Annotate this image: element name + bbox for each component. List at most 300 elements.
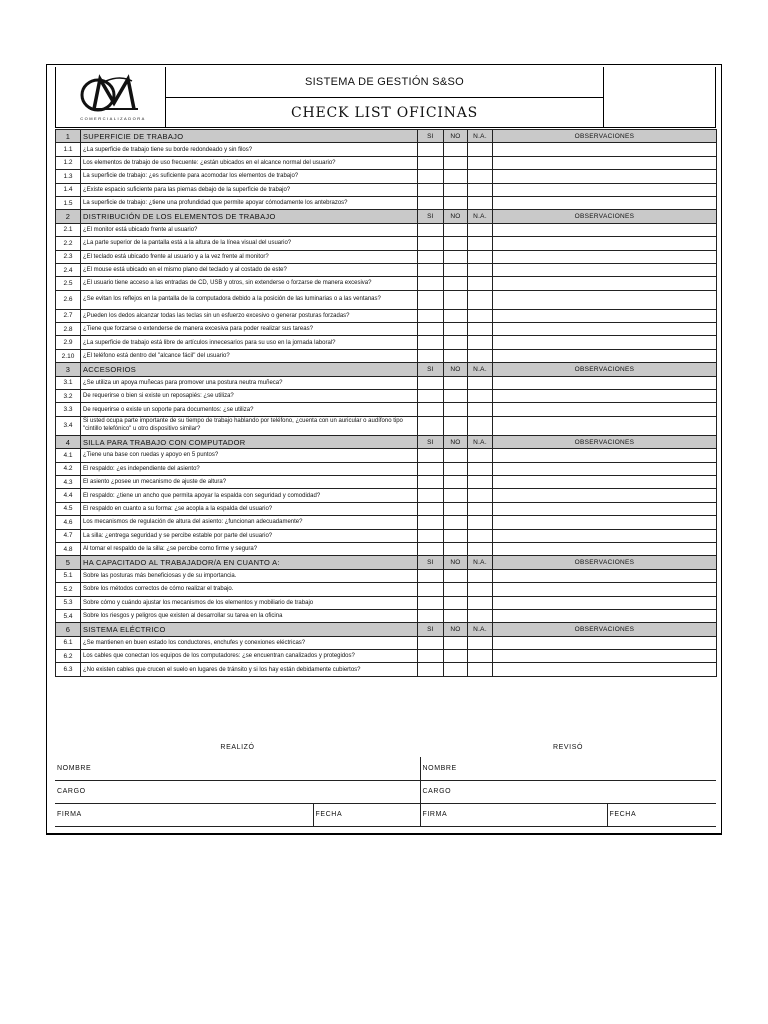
answer-si-cell[interactable] (418, 489, 444, 502)
column-no-header: NO (444, 363, 468, 376)
observations-cell[interactable] (493, 569, 717, 582)
observations-cell[interactable] (493, 309, 717, 322)
item-number: 2.7 (56, 309, 81, 322)
signature-table (55, 737, 716, 827)
item-question: El respaldo: ¿es independiente del asiento? (81, 462, 418, 475)
answer-si-cell[interactable] (418, 349, 444, 362)
fecha-reviso-field[interactable]: FECHA (607, 803, 716, 826)
item-number: 4.1 (56, 449, 81, 462)
checklist-item-row (56, 237, 717, 250)
answer-na-cell[interactable] (468, 336, 493, 349)
answer-na-cell[interactable] (468, 263, 493, 276)
section-title: SILLA PARA TRABAJO CON COMPUTADOR (81, 435, 418, 448)
answer-si-cell[interactable] (418, 277, 444, 290)
observations-cell[interactable] (493, 516, 717, 529)
item-question: El asiento ¿posee un mecanismo de ajuste de altura? (81, 475, 418, 488)
item-question: Sobre los riesgos y peligros que existen al desarrollar su tarea en la oficina (81, 609, 418, 622)
answer-si-cell[interactable] (418, 336, 444, 349)
logo-mark-icon (76, 73, 150, 115)
answer-na-cell[interactable] (468, 542, 493, 555)
header-blank-cell (603, 67, 716, 128)
answer-na-cell[interactable] (468, 636, 493, 649)
item-question: Los elementos de trabajo de uso frecuente: ¿están ubicados en el alcance normal del usuario? (81, 156, 418, 169)
answer-no-cell[interactable] (444, 196, 468, 209)
checklist-item-row (56, 143, 717, 156)
column-na-header: N.A. (468, 623, 493, 636)
checklist-item-row (56, 609, 717, 622)
item-question: De requerirse o bien si existe un reposapiés: ¿se utiliza? (81, 390, 418, 403)
answer-si-cell[interactable] (418, 609, 444, 622)
observations-cell[interactable] (493, 596, 717, 609)
answer-no-cell[interactable] (444, 237, 468, 250)
answer-na-cell[interactable] (468, 475, 493, 488)
answer-na-cell[interactable] (468, 277, 493, 290)
answer-si-cell[interactable] (418, 156, 444, 169)
checklist-item-row (56, 489, 717, 502)
observations-cell[interactable] (493, 529, 717, 542)
answer-no-cell[interactable] (444, 403, 468, 416)
checklist-item-row (56, 223, 717, 236)
section-header-row (56, 556, 717, 569)
checklist-item-row (56, 309, 717, 322)
item-number: 1.5 (56, 196, 81, 209)
nombre-reviso-field[interactable]: NOMBRE (420, 757, 716, 780)
section-number: 3 (56, 363, 81, 376)
observations-cell[interactable] (493, 489, 717, 502)
answer-no-cell[interactable] (444, 583, 468, 596)
answer-na-cell[interactable] (468, 663, 493, 676)
realizo-label: REALIZÓ (220, 743, 255, 751)
checklist-item-row (56, 390, 717, 403)
item-number: 3.3 (56, 403, 81, 416)
observations-cell[interactable] (493, 449, 717, 462)
answer-si-cell[interactable] (418, 183, 444, 196)
observations-cell[interactable] (493, 156, 717, 169)
answer-no-cell[interactable] (444, 143, 468, 156)
answer-si-cell[interactable] (418, 475, 444, 488)
item-number: 6.2 (56, 650, 81, 663)
checklist-item-row (56, 290, 717, 309)
answer-no-cell[interactable] (444, 569, 468, 582)
checklist-item-row (56, 596, 717, 609)
column-si-header: SI (418, 363, 444, 376)
checklist-item-row (56, 277, 717, 290)
answer-no-cell[interactable] (444, 223, 468, 236)
section-number: 1 (56, 130, 81, 143)
answer-si-cell[interactable] (418, 196, 444, 209)
column-no-header: NO (444, 623, 468, 636)
answer-na-cell[interactable] (468, 309, 493, 322)
observations-cell[interactable] (493, 183, 717, 196)
item-question: Sobre las posturas más beneficiosas y de su importancia. (81, 569, 418, 582)
answer-no-cell[interactable] (444, 170, 468, 183)
item-question: Sobre los métodos correctos de cómo realizar el trabajo. (81, 583, 418, 596)
section-number: 5 (56, 556, 81, 569)
observations-cell[interactable] (493, 583, 717, 596)
item-question: La superficie de trabajo: ¿es suficiente para acomodar los elementos de trabajo? (81, 170, 418, 183)
section-header-row (56, 130, 717, 143)
reviso-label: REVISÓ (552, 743, 584, 751)
item-question: ¿Se evitan los reflejos en la pantalla de la computadora debido a la posición de las luminarias o a las ventanas? (81, 290, 418, 309)
checklist-item-row (56, 196, 717, 209)
answer-si-cell[interactable] (418, 516, 444, 529)
observations-cell[interactable] (493, 263, 717, 276)
column-observations-header: OBSERVACIONES (493, 363, 717, 376)
observations-cell[interactable] (493, 636, 717, 649)
observations-cell[interactable] (493, 650, 717, 663)
answer-no-cell[interactable] (444, 250, 468, 263)
checklist-item-row (56, 336, 717, 349)
answer-no-cell[interactable] (444, 323, 468, 336)
observations-cell[interactable] (493, 390, 717, 403)
column-si-header: SI (418, 435, 444, 448)
answer-si-cell[interactable] (418, 390, 444, 403)
item-number: 6.1 (56, 636, 81, 649)
item-question: ¿Se utiliza un apoya muñecas para promover una postura neutra muñeca? (81, 376, 418, 389)
checklist-item-row (56, 529, 717, 542)
item-question: De requerirse o existe un soporte para documentos: ¿se utiliza? (81, 403, 418, 416)
item-question: Si usted ocupa parte importante de su tiempo de trabajo hablando por teléfono, ¿cuenta con un auricular o audífono tipo "cintillo telefónico" u otro dispositivo similar? (81, 416, 418, 435)
document-header (55, 67, 716, 128)
answer-na-cell[interactable] (468, 489, 493, 502)
answer-no-cell[interactable] (444, 390, 468, 403)
item-number: 5.4 (56, 609, 81, 622)
answer-no-cell[interactable] (444, 416, 468, 435)
column-no-header: NO (444, 556, 468, 569)
firma-realizo-field[interactable]: FIRMA (55, 803, 313, 826)
item-question: ¿El monitor está ubicado frente al usuario? (81, 223, 418, 236)
answer-si-cell[interactable] (418, 636, 444, 649)
item-number: 2.1 (56, 223, 81, 236)
answer-si-cell[interactable] (418, 462, 444, 475)
answer-si-cell[interactable] (418, 583, 444, 596)
column-no-header: NO (444, 130, 468, 143)
answer-no-cell[interactable] (444, 596, 468, 609)
observations-cell[interactable] (493, 196, 717, 209)
answer-no-cell[interactable] (444, 609, 468, 622)
answer-si-cell[interactable] (418, 569, 444, 582)
checklist-item-row (56, 156, 717, 169)
answer-si-cell[interactable] (418, 416, 444, 435)
answer-si-cell[interactable] (418, 263, 444, 276)
answer-si-cell[interactable] (418, 449, 444, 462)
item-number: 4.6 (56, 516, 81, 529)
item-number: 5.1 (56, 569, 81, 582)
item-number: 1.4 (56, 183, 81, 196)
answer-si-cell[interactable] (418, 542, 444, 555)
firma-row (55, 803, 716, 826)
item-question: Al tomar el respaldo de la silla: ¿se percibe como firme y segura? (81, 542, 418, 555)
column-na-header: N.A. (468, 556, 493, 569)
item-number: 4.3 (56, 475, 81, 488)
answer-na-cell[interactable] (468, 596, 493, 609)
section-title: HA CAPACITADO AL TRABAJADOR/A EN CUANTO A: (81, 556, 418, 569)
answer-no-cell[interactable] (444, 529, 468, 542)
checklist-table (55, 129, 717, 677)
answer-na-cell[interactable] (468, 390, 493, 403)
answer-no-cell[interactable] (444, 349, 468, 362)
observations-cell[interactable] (493, 336, 717, 349)
checklist-item-row (56, 416, 717, 435)
answer-no-cell[interactable] (444, 502, 468, 515)
column-na-header: N.A. (468, 363, 493, 376)
answer-na-cell[interactable] (468, 650, 493, 663)
company-logo (55, 67, 166, 128)
item-number: 2.9 (56, 336, 81, 349)
item-number: 5.3 (56, 596, 81, 609)
item-number: 2.6 (56, 290, 81, 309)
item-question: ¿Existe espacio suficiente para las piernas debajo de la superficie de trabajo? (81, 183, 418, 196)
answer-na-cell[interactable] (468, 376, 493, 389)
answer-na-cell[interactable] (468, 609, 493, 622)
checklist-item-row (56, 403, 717, 416)
answer-si-cell[interactable] (418, 323, 444, 336)
answer-na-cell[interactable] (468, 196, 493, 209)
item-number: 3.4 (56, 416, 81, 435)
checklist-item-row (56, 349, 717, 362)
column-observations-header: OBSERVACIONES (493, 435, 717, 448)
item-question: ¿La superficie de trabajo tiene su borde redondeado y sin filos? (81, 143, 418, 156)
item-question: La silla: ¿entrega seguridad y se percibe estable por parte del usuario? (81, 529, 418, 542)
answer-no-cell[interactable] (444, 475, 468, 488)
column-si-header: SI (418, 556, 444, 569)
answer-no-cell[interactable] (444, 636, 468, 649)
item-question: La superficie de trabajo: ¿tiene una profundidad que permite apoyar cómodamente los antebrazos? (81, 196, 418, 209)
section-header-row (56, 623, 717, 636)
item-question: Sobre cómo y cuándo ajustar los mecanismos de los elementos y mobiliario de trabajo (81, 596, 418, 609)
answer-na-cell[interactable] (468, 250, 493, 263)
answer-no-cell[interactable] (444, 336, 468, 349)
observations-cell[interactable] (493, 475, 717, 488)
answer-no-cell[interactable] (444, 309, 468, 322)
section-number: 2 (56, 210, 81, 223)
section-number: 4 (56, 435, 81, 448)
answer-no-cell[interactable] (444, 650, 468, 663)
item-question: ¿Tiene una base con ruedas y apoyo en 5 puntos? (81, 449, 418, 462)
checklist-item-row (56, 542, 717, 555)
column-na-header: N.A. (468, 210, 493, 223)
checklist-item-row (56, 569, 717, 582)
answer-na-cell[interactable] (468, 349, 493, 362)
answer-no-cell[interactable] (444, 277, 468, 290)
checklist-item-row (56, 183, 717, 196)
answer-na-cell[interactable] (468, 403, 493, 416)
answer-na-cell[interactable] (468, 569, 493, 582)
answer-si-cell[interactable] (418, 309, 444, 322)
section-header-row (56, 435, 717, 448)
observations-cell[interactable] (493, 223, 717, 236)
checklist-item-row (56, 516, 717, 529)
system-title: SISTEMA DE GESTIÓN S&SO (165, 67, 604, 98)
checklist-item-row (56, 263, 717, 276)
checklist-item-row (56, 650, 717, 663)
observations-cell[interactable] (493, 349, 717, 362)
answer-no-cell[interactable] (444, 156, 468, 169)
answer-si-cell[interactable] (418, 290, 444, 309)
cargo-realizo-field[interactable]: CARGO (55, 780, 420, 803)
item-question: ¿Tiene que forzarse o extenderse de manera excesiva para poder realizar sus tareas? (81, 323, 418, 336)
item-question: ¿El teclado está ubicado frente al usuario y a la vez frente al monitor? (81, 250, 418, 263)
item-number: 4.5 (56, 502, 81, 515)
observations-cell[interactable] (493, 170, 717, 183)
observations-cell[interactable] (493, 143, 717, 156)
item-question: ¿La superficie de trabajo está libre de artículos innecesarios para su uso en la jornada laboral? (81, 336, 418, 349)
checklist-title: CHECK LIST OFICINAS (165, 97, 604, 128)
answer-no-cell[interactable] (444, 542, 468, 555)
answer-na-cell[interactable] (468, 516, 493, 529)
item-number: 3.1 (56, 376, 81, 389)
column-na-header: N.A. (468, 130, 493, 143)
checklist-item-row (56, 376, 717, 389)
item-number: 2.4 (56, 263, 81, 276)
answer-na-cell[interactable] (468, 170, 493, 183)
answer-si-cell[interactable] (418, 143, 444, 156)
answer-si-cell[interactable] (418, 250, 444, 263)
item-question: El respaldo en cuanto a su forma: ¿se acopla a la espalda del usuario? (81, 502, 418, 515)
signature-labels-row (55, 737, 716, 757)
checklist-item-row (56, 583, 717, 596)
answer-no-cell[interactable] (444, 462, 468, 475)
checklist-sheet (46, 64, 722, 835)
answer-no-cell[interactable] (444, 183, 468, 196)
fecha-realizo-field[interactable]: FECHA (313, 803, 420, 826)
answer-no-cell[interactable] (444, 449, 468, 462)
section-header-row (56, 210, 717, 223)
cargo-reviso-field[interactable]: CARGO (420, 780, 716, 803)
answer-na-cell[interactable] (468, 529, 493, 542)
checklist-item-row (56, 462, 717, 475)
observations-cell[interactable] (493, 609, 717, 622)
answer-no-cell[interactable] (444, 516, 468, 529)
answer-na-cell[interactable] (468, 223, 493, 236)
observations-cell[interactable] (493, 237, 717, 250)
item-number: 4.7 (56, 529, 81, 542)
answer-si-cell[interactable] (418, 403, 444, 416)
item-question: Los cables que conectan los equipos de los computadores: ¿se encuentran canalizados y protegidos? (81, 650, 418, 663)
item-number: 1.1 (56, 143, 81, 156)
column-si-header: SI (418, 130, 444, 143)
item-number: 2.8 (56, 323, 81, 336)
answer-na-cell[interactable] (468, 237, 493, 250)
column-observations-header: OBSERVACIONES (493, 210, 717, 223)
answer-si-cell[interactable] (418, 596, 444, 609)
section-title: SISTEMA ELÉCTRICO (81, 623, 418, 636)
item-number: 6.3 (56, 663, 81, 676)
answer-no-cell[interactable] (444, 663, 468, 676)
observations-cell[interactable] (493, 462, 717, 475)
answer-no-cell[interactable] (444, 263, 468, 276)
answer-na-cell[interactable] (468, 462, 493, 475)
item-question: Los mecanismos de regulación de altura del asiento: ¿funcionan adecuadamente? (81, 516, 418, 529)
observations-cell[interactable] (493, 376, 717, 389)
observations-cell[interactable] (493, 277, 717, 290)
checklist-item-row (56, 170, 717, 183)
item-number: 2.3 (56, 250, 81, 263)
item-question: ¿La parte superior de la pantalla está a la altura de la línea visual del usuario? (81, 237, 418, 250)
nombre-row (55, 757, 716, 780)
answer-na-cell[interactable] (468, 449, 493, 462)
answer-na-cell[interactable] (468, 183, 493, 196)
cargo-row (55, 780, 716, 803)
checklist-item-row (56, 449, 717, 462)
observations-cell[interactable] (493, 290, 717, 309)
observations-cell[interactable] (493, 323, 717, 336)
section-number: 6 (56, 623, 81, 636)
item-number: 1.2 (56, 156, 81, 169)
answer-na-cell[interactable] (468, 143, 493, 156)
column-no-header: NO (444, 210, 468, 223)
answer-si-cell[interactable] (418, 663, 444, 676)
observations-cell[interactable] (493, 416, 717, 435)
observations-cell[interactable] (493, 502, 717, 515)
item-question: El respaldo: ¿tiene un ancho que permita apoyar la espalda con seguridad y comodidad? (81, 489, 418, 502)
checklist-item-row (56, 475, 717, 488)
section-title: DISTRIBUCIÓN DE LOS ELEMENTOS DE TRABAJO (81, 210, 418, 223)
column-si-header: SI (418, 210, 444, 223)
logo-subtitle: COMERCIALIZADORA (80, 116, 146, 121)
column-na-header: N.A. (468, 435, 493, 448)
answer-no-cell[interactable] (444, 376, 468, 389)
observations-cell[interactable] (493, 542, 717, 555)
item-number: 5.2 (56, 583, 81, 596)
item-question: ¿Se mantienen en buen estado los conductores, enchufes y conexiones eléctricas? (81, 636, 418, 649)
answer-no-cell[interactable] (444, 489, 468, 502)
item-number: 2.5 (56, 277, 81, 290)
answer-na-cell[interactable] (468, 502, 493, 515)
firma-reviso-field[interactable]: FIRMA (420, 803, 607, 826)
section-header-row (56, 363, 717, 376)
answer-si-cell[interactable] (418, 650, 444, 663)
answer-no-cell[interactable] (444, 290, 468, 309)
answer-na-cell[interactable] (468, 583, 493, 596)
answer-si-cell[interactable] (418, 376, 444, 389)
item-number: 4.4 (56, 489, 81, 502)
item-question: ¿El mouse está ubicado en el mismo plano del teclado y al costado de este? (81, 263, 418, 276)
answer-si-cell[interactable] (418, 502, 444, 515)
item-question: ¿No existen cables que crucen el suelo en lugares de tránsito y si los hay están debidamente cubiertos? (81, 663, 418, 676)
item-number: 2.2 (56, 237, 81, 250)
observations-cell[interactable] (493, 403, 717, 416)
checklist-item-row (56, 250, 717, 263)
column-no-header: NO (444, 435, 468, 448)
column-si-header: SI (418, 623, 444, 636)
column-observations-header: OBSERVACIONES (493, 556, 717, 569)
checklist-item-row (56, 636, 717, 649)
observations-cell[interactable] (493, 250, 717, 263)
checklist-item-row (56, 663, 717, 676)
answer-si-cell[interactable] (418, 529, 444, 542)
section-title: ACCESORIOS (81, 363, 418, 376)
checklist-item-row (56, 323, 717, 336)
nombre-realizo-field[interactable]: NOMBRE (55, 757, 420, 780)
column-observations-header: OBSERVACIONES (493, 623, 717, 636)
item-question: ¿El usuario tiene acceso a las entradas de CD, USB y otros, sin extenderse o forzarse de manera excesiva? (81, 277, 418, 290)
item-number: 2.10 (56, 349, 81, 362)
column-observations-header: OBSERVACIONES (493, 130, 717, 143)
checklist-item-row (56, 502, 717, 515)
answer-si-cell[interactable] (418, 170, 444, 183)
answer-si-cell[interactable] (418, 237, 444, 250)
answer-na-cell[interactable] (468, 416, 493, 435)
answer-si-cell[interactable] (418, 223, 444, 236)
observations-cell[interactable] (493, 663, 717, 676)
answer-na-cell[interactable] (468, 290, 493, 309)
item-number: 3.2 (56, 390, 81, 403)
item-question: ¿El teléfono está dentro del "alcance fácil" del usuario? (81, 349, 418, 362)
answer-na-cell[interactable] (468, 323, 493, 336)
section-title: SUPERFICIE DE TRABAJO (81, 130, 418, 143)
answer-na-cell[interactable] (468, 156, 493, 169)
